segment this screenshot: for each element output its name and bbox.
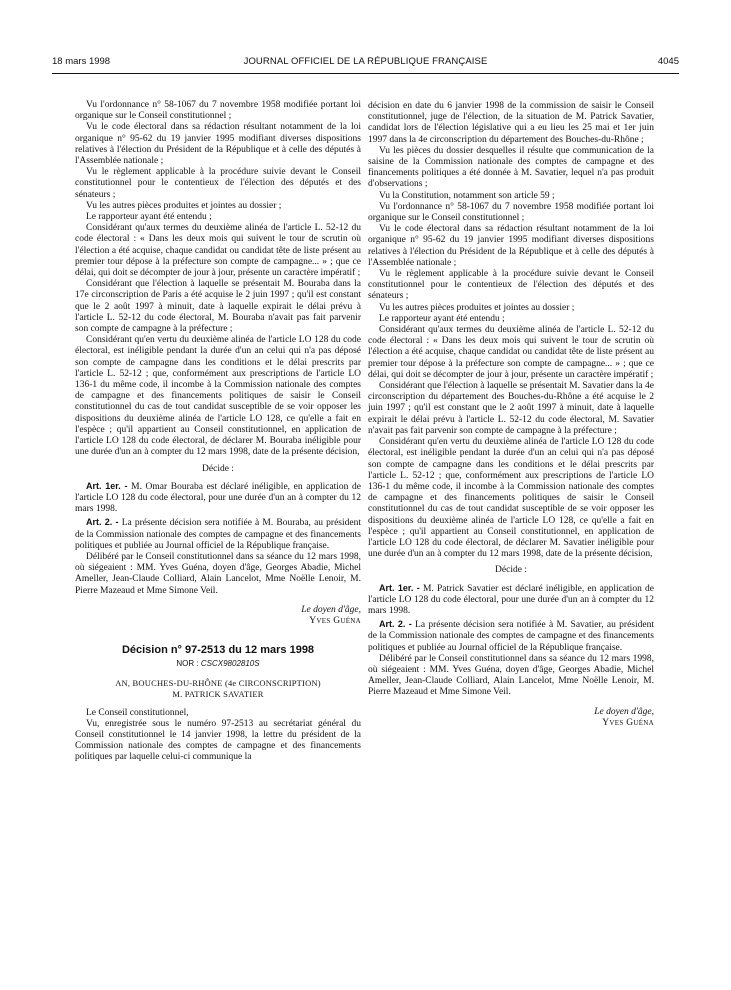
paragraph: Considérant que l'élection à laquelle se présentait M. Savatier dans la 4e circonscription du département des Bouches-du-Rhône a été acquise le 2 juin 1997 ; qu'il est constant que le 2 août 1997 à minuit, date à laquelle expirait le délai prévu à l'article L. 52-12 du code électoral, M. Savatier n'avait pas fait parvenir son compte de campagne à la préfecture ;: [368, 381, 654, 436]
article-label: Art. 1er. -: [86, 480, 128, 491]
nor-label: NOR :: [176, 659, 199, 669]
decision-title: Décision n° 97-2513 du 12 mars 1998: [121, 644, 315, 657]
paragraph: Vu le code électoral dans sa rédaction résultant notamment de la loi organique n° 95-62 du 19 janvier 1995 modifiant diverses dispositions relatives à l'élection du Président de la République et à celle des députés à l'Assemblée nationale ;: [368, 224, 654, 268]
decision-subtitle-line: AN, BOUCHES-DU-RHÔNE (4e CIRCONSCRIPTION): [115, 677, 321, 688]
paragraph: Considérant qu'aux termes du deuxième alinéa de l'article L. 52-12 du code électoral : « Dans les deux mois qui suivent le tour de scrutin où l'élection a été acquise, chaque candidat ou candidat tête de liste présent au premier tour dépose à la préfecture son compte de campagne... » ; que ce délai, qui doit se décompter de jour à jour, présente un caractère impératif ;: [75, 223, 361, 279]
article-1: [368, 583, 654, 618]
page-number: 4045: [657, 56, 679, 67]
page-header: [52, 56, 679, 72]
deliberation: Délibéré par le Conseil constitutionnel dans sa séance du 12 mars 1998, où siégeaient : MM. Yves Guéna, doyen d'âge, Georges Abadie, Michel Ameller, Jean-Claude Colliard, Alain Lancelot, Mme Noëlle Lenoir, M. Pierre Mazeaud et Mme Simone Veil.: [368, 653, 654, 698]
paragraph: Le rapporteur ayant été entendu ;: [379, 313, 505, 324]
paragraph: Considérant qu'aux termes du deuxième alinéa de l'article L. 52-12 du code électoral : « Dans les deux mois qui suivent le tour de scrutin où l'élection a été acquise, chaque candidat ou candidat tête de liste présent au premier tour dépose à la préfecture son compte de campagne... » ; que ce délai, qui doit se décompter de jour à jour, présente un caractère impératif ;: [368, 325, 654, 380]
nor-line: [75, 658, 361, 669]
paragraph: Vu les autres pièces produites et jointes au dossier ;: [86, 200, 282, 211]
paragraph: Considérant que l'élection à laquelle se présentait M. Bouraba dans la 17e circonscription de Paris a été acquise le 2 juin 1997 ; qu'il est constant que le 2 août 1997 à minuit, date à laquelle expirait le délai prévu à l'article L. 52-12 du code électoral, M. Bouraba n'avait pas fait parvenir son compte de campagne à la préfecture ;: [75, 279, 361, 335]
article-label: Art. 1er. -: [379, 582, 420, 593]
header-date: 18 mars 1998: [52, 56, 111, 67]
article-1: [75, 481, 361, 516]
article-2: [368, 619, 654, 654]
paragraph: Vu les autres pièces produites et jointes au dossier ;: [379, 302, 575, 313]
signature-name: Yves Guéna: [309, 615, 361, 626]
paragraph: Vu, enregistrée sous le numéro 97-2513 au secrétariat général du Conseil constitutionnel le 14 janvier 1998, la lettre du président de la Commission nationale des comptes de campagne et des financements politiques par laquelle celui-ci communique la: [75, 718, 361, 763]
paragraph: décision en date du 6 janvier 1998 de la commission de saisir le Conseil constitutionnel, juge de l'élection, de la situation de M. Patrick Savatier, candidat lors de l'élection législative qui a eu lieu les 25 mai et 1er juin 1997 dans la 4e circonscription du département des Bouches-du-Rhône ;: [368, 101, 654, 145]
article-label: Art. 2. -: [86, 517, 119, 528]
paragraph: Vu l'ordonnance n° 58-1067 du 7 novembre 1958 modifiée portant loi organique sur le Conseil constitutionnel ;: [75, 100, 361, 122]
article-text: La présente décision sera notifiée à M. Bouraba, au président de la Commission nationale des comptes de campagne et des financements politiques et publiée au Journal officiel de la République française.: [75, 518, 362, 551]
signature-role: Le doyen d'âge,: [301, 604, 361, 615]
paragraph: Considérant qu'en vertu du deuxième alinéa de l'article LO 128 du code électoral, est inéligible pendant la durée d'un an celui qui n'a pas déposé son compte de campagne dans les conditions et le délai prescrits par l'article L. 52-12 ; que, conformément aux prescriptions de l'article LO 136-1 du même code, il incombe à la Commission nationale des comptes de campagne et des financements politiques de saisir le Conseil constitutionnel du cas de tout candidat susceptible de se voir opposer les dispositions du deuxième alinéa de l'article LO 128, ce qu'elle a fait en l'espèce ; qu'il appartient au Conseil constitutionnel, en application de l'article LO 128 du code électoral, de déclarer M. Bouraba inéligible pour une durée d'un an à compter du 12 mars 1998, date de la présente décision,: [75, 335, 361, 458]
paragraph: Vu les pièces du dossier desquelles il résulte que communication de la saisine de la Commission nationale des comptes de campagne et des financements politiques a été donnée à M. Savatier, lequel n'a pas produit d'observations ;: [368, 145, 654, 190]
header-rule: [52, 73, 679, 74]
left-column: [75, 100, 361, 764]
right-column: [368, 101, 654, 729]
article-text: M. Omar Bouraba est déclaré inéligible, en application de l'article LO 128 du code électoral, pour une durée d'un an à compter du 12 mars 1998.: [75, 481, 362, 515]
journal-title: JOURNAL OFFICIEL DE LA RÉPUBLIQUE FRANÇAISE: [243, 56, 488, 67]
paragraph: Vu l'ordonnance n° 58-1067 du 7 novembre 1958 modifiée portant loi organique sur le Conseil constitutionnel ;: [368, 201, 654, 224]
paragraph: Le rapporteur ayant été entendu ;: [86, 212, 212, 223]
article-text: M. Patrick Savatier est déclaré inéligible, en application de l'article LO 128 du code électoral, pour une durée d'un an à compter du 12 mars 1998.: [368, 583, 655, 616]
nor-code: CSCX9802810S: [200, 659, 260, 669]
paragraph: Vu la Constitution, notamment son article 59 ;: [379, 190, 555, 201]
decide-heading: Décide :: [202, 463, 234, 474]
decide-heading: Décide :: [495, 565, 527, 576]
signature-role: Le doyen d'âge,: [594, 706, 654, 717]
paragraph: Vu le règlement applicable à la procédure suivie devant le Conseil constitutionnel pour le contentieux de l'élection des députés et des sénateurs ;: [368, 269, 654, 302]
signature-name: Yves Guéna: [602, 717, 654, 728]
deliberation: Délibéré par le Conseil constitutionnel dans sa séance du 12 mars 1998, où siégeaient : MM. Yves Guéna, doyen d'âge, Georges Abadie, Michel Ameller, Jean-Claude Colliard, Alain Lancelot, Mme Noëlle Lenoir, M. Pierre Mazeaud et Mme Simone Veil.: [75, 551, 361, 596]
article-2: [75, 517, 361, 552]
decision-subtitle-line: M. PATRICK SAVATIER: [172, 688, 264, 699]
article-text: La présente décision sera notifiée à M. Savatier, au président de la Commission nationale des comptes de campagne et des financements politiques et publiée au Journal officiel de la République française.: [368, 620, 654, 653]
paragraph: Considérant qu'en vertu du deuxième alinéa de l'article LO 128 du code électoral, est inéligible pendant la durée d'un an celui qui n'a pas déposé son compte de campagne dans les conditions et le délai prescrits par l'article L. 52-12 ; que, conformément aux prescriptions de l'article LO 136-1 du même code, il incombe à la Commission nationale des comptes de campagne et des financements politiques de saisir le Conseil constitutionnel du cas de tout candidat susceptible de se voir opposer les dispositions du deuxième alinéa de l'article LO 128, ce qu'elle a fait en l'espèce ; qu'il appartient au Conseil constitutionnel, en application de l'article LO 128 du code électoral, de déclarer M. Savatier inéligible pour une durée d'un an à compter du 12 mars 1998, date de la présente décision,: [368, 437, 654, 560]
paragraph: Le Conseil constitutionnel,: [86, 707, 189, 718]
paragraph: Vu le règlement applicable à la procédure suivie devant le Conseil constitutionnel pour le contentieux de l'élection des députés et des sénateurs ;: [75, 167, 361, 200]
article-label: Art. 2. -: [379, 619, 412, 630]
decision-subtitle: [75, 678, 361, 700]
paragraph: Vu le code électoral dans sa rédaction résultant notamment de la loi organique n° 95-62 du 19 janvier 1995 modifiant diverses dispositions relatives à l'élection du Président de la République et à celle des députés à l'Assemblée nationale ;: [75, 122, 361, 167]
